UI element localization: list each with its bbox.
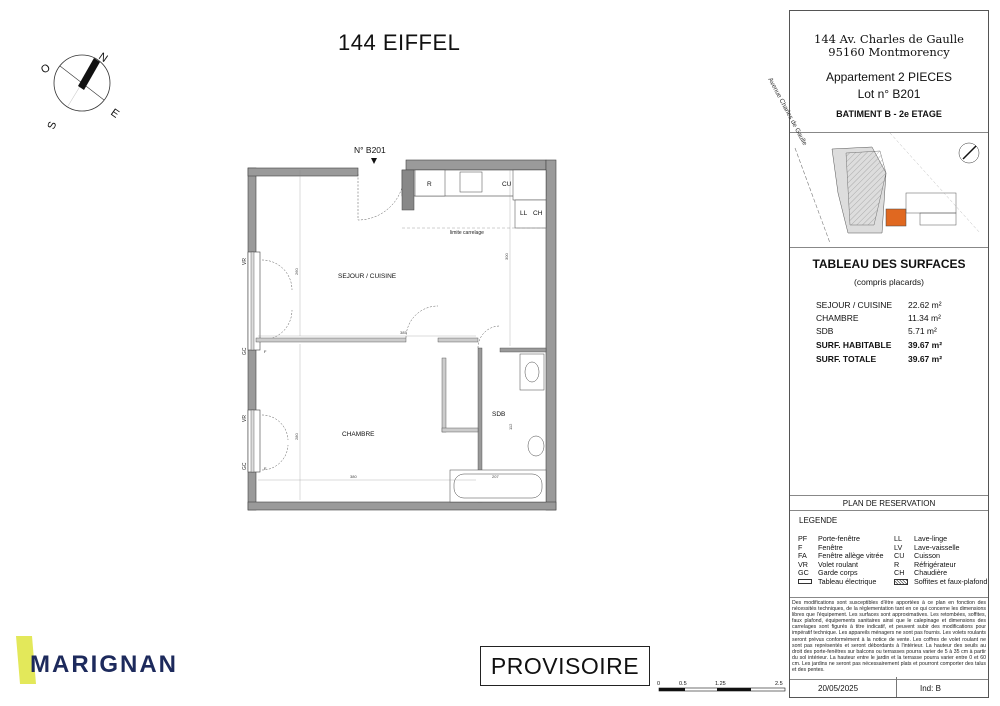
mark-gc-2: GC — [242, 462, 248, 470]
mark-vr-2: VR — [242, 415, 248, 422]
dim-1: 385 — [400, 330, 407, 335]
equip-ch: CH — [533, 210, 543, 217]
legend-right: LL Lave-linge LV Lave-vaisselle CU Cuisson R Réfrigérateur CH Chaudière Soffites et faux-plafond — [894, 534, 988, 586]
note-carrelage: limite carrelage — [450, 230, 484, 236]
dim-7: 260 — [294, 268, 299, 275]
legend-left: PF Porte-fenêtre F Fenêtre FA Fenêtre allège vitrée VR Volet roulant GC Garde corps Tableau électrique — [798, 534, 884, 586]
scale-0: 0 — [657, 681, 661, 687]
legend-title: LEGENDE — [799, 516, 838, 525]
mark-f-1: F — [264, 349, 267, 354]
plan-date: 20/05/2025 — [818, 684, 859, 693]
lot-label: N° B201 — [354, 145, 386, 155]
equip-ll: LL — [520, 210, 528, 217]
compass-n: N — [96, 50, 110, 66]
scale-05: 0.5 — [679, 681, 687, 687]
equip-r: R — [427, 181, 432, 188]
room-sdb: SDB — [492, 411, 506, 418]
project-title: 144 EIFFEL — [338, 30, 461, 55]
floor-plan — [230, 140, 570, 520]
dim-3: 380 — [350, 474, 357, 479]
compass-o: O — [38, 61, 53, 77]
surface-row: SURF. HABITABLE 39.67 m² — [816, 340, 943, 350]
marignan-logo: MARIGNAN — [30, 651, 178, 678]
surface-row: SEJOUR / CUISINE 22.62 m² — [816, 300, 942, 310]
mark-vr-1: VR — [242, 258, 248, 265]
mark-f-2: F — [264, 466, 267, 471]
dim-2: 300 — [504, 253, 509, 260]
dim-4: 207 — [492, 474, 499, 479]
batiment: BATIMENT B - 2e ETAGE — [836, 109, 942, 119]
scale-125: 1.25 — [715, 681, 726, 687]
address-line-1: 144 Av. Charles de Gaulle — [814, 32, 964, 46]
plan-title: PLAN DE RESERVATION — [842, 499, 936, 508]
compass-s: S — [45, 120, 60, 132]
disclaimer-text: Des modifications sont susceptibles d'être apportées à ce plan en fonction des nécessités techniques, de la réglementation tant en ce qui concerne les dimensions libres que l'équipement. Les surfaces sont approximatives. Les retombées, soffites, faux plafond, équipements sanitaires ainsi que le calepinage et dimensions des carrelages sont figurés à titre indicatif, et peuvent subir des modifications pour impératif technique. Les appareils ménagers ne sont pas fournis. Les volets roulants seront prévus conformément à la notice de vente. Les coffres de volet roulant ne sont pas représentés et seront débordants à l'intérieur. La hauteur des seuils au droit des porte-fenêtres sur balcons ou terrasses pourra varier de 5 à 35 cm à partir du sol intérieur. La hauteur entre le jardin et la terrasse pourra varier entre 0 et 60 cm. Les jardins ne seront pas nécessairement plats et pourront comporter des talus et des pentes. — [792, 600, 986, 674]
dim-5: 112 — [508, 423, 513, 430]
street-label: Avenue Charles de Gaulle — [766, 76, 809, 147]
scale-25: 2.5 — [775, 681, 783, 687]
table-subtitle: (compris placards) — [854, 277, 924, 287]
mark-gc-1: GC — [242, 347, 248, 355]
surface-row: CHAMBRE 11.34 m² — [816, 313, 941, 323]
plan-index: Ind: B — [920, 684, 941, 693]
scale-bar — [655, 676, 785, 696]
lot-number: Lot n° B201 — [857, 87, 921, 101]
compass-icon — [40, 42, 130, 132]
provisoire-stamp: PROVISOIRE — [480, 646, 650, 686]
dim-6: 280 — [294, 433, 299, 440]
surface-row: SDB 5.71 m² — [816, 326, 937, 336]
equip-cu: CU — [502, 181, 512, 188]
address-line-2: 95160 Montmorency — [828, 45, 950, 59]
surface-row: SURF. TOTALE 39.67 m² — [816, 354, 943, 364]
compass-e: E — [108, 106, 122, 121]
apartment-type: Appartement 2 PIECES — [825, 70, 953, 84]
table-title: TABLEAU DES SURFACES — [812, 257, 966, 271]
room-sejour: SEJOUR / CUISINE — [338, 273, 397, 280]
room-chambre: CHAMBRE — [342, 431, 375, 438]
